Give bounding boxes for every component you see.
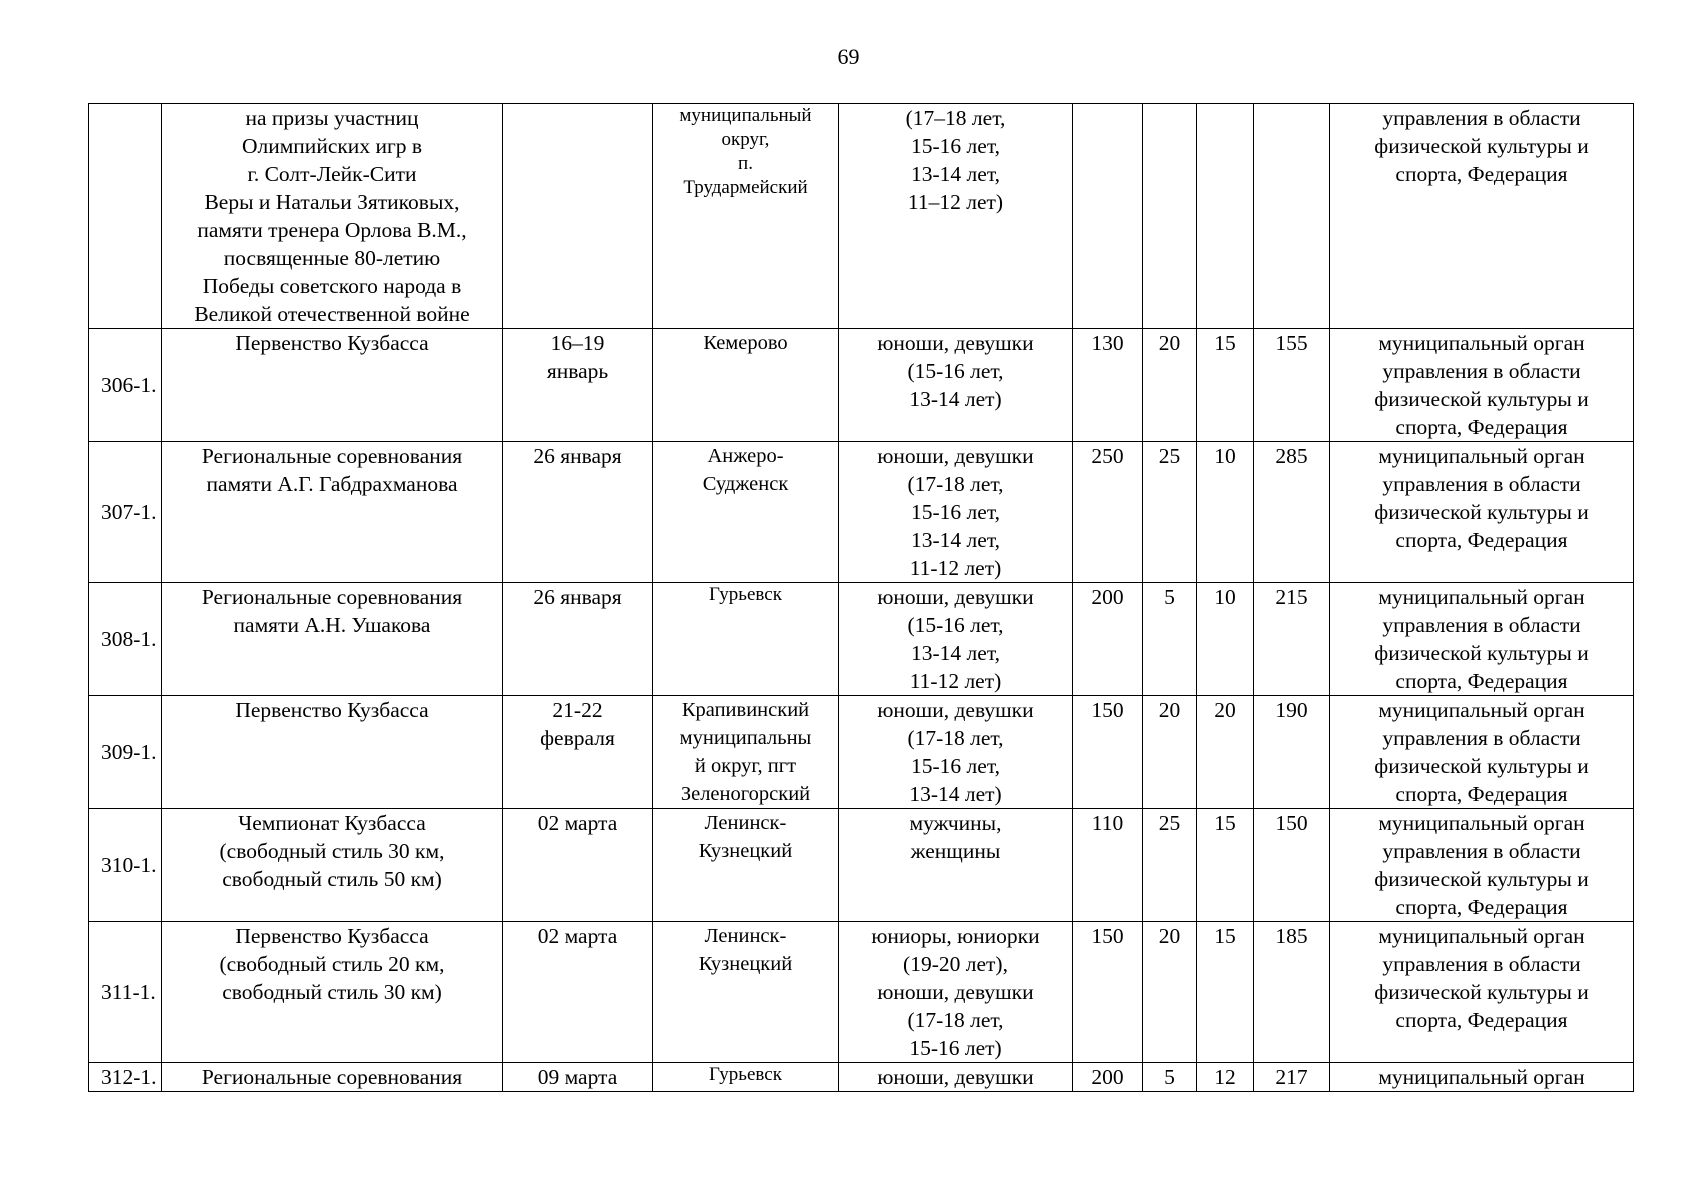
event-participants: мужчины, женщины <box>839 809 1073 922</box>
event-location: Анжеро- Судженск <box>653 442 839 583</box>
event-date: 02 марта <box>503 809 653 922</box>
event-participants: юноши, девушки (15-16 лет, 13-14 лет) <box>839 329 1073 442</box>
event-name: Региональные соревнования <box>162 1063 503 1092</box>
event-date: 16–19 январь <box>503 329 653 442</box>
count-1: 250 <box>1073 442 1143 583</box>
event-location: Ленинск- Кузнецкий <box>653 922 839 1063</box>
count-total: 155 <box>1254 329 1330 442</box>
event-organizer: муниципальный орган <box>1330 1063 1634 1092</box>
event-name: Первенство Кузбасса (свободный стиль 20 км, свободный стиль 30 км) <box>162 922 503 1063</box>
row-number: 309-1. <box>89 696 162 809</box>
event-participants: юноши, девушки (17-18 лет, 15-16 лет, 13-14 лет) <box>839 696 1073 809</box>
event-date <box>503 104 653 329</box>
count-3: 15 <box>1197 329 1254 442</box>
event-participants: юноши, девушки <box>839 1063 1073 1092</box>
event-location: Крапивинский муниципальны й округ, пгт Зеленогорский <box>653 696 839 809</box>
event-date: 09 марта <box>503 1063 653 1092</box>
event-participants: юноши, девушки (17-18 лет, 15-16 лет, 13-14 лет, 11-12 лет) <box>839 442 1073 583</box>
event-organizer: муниципальный орган управления в области физической культуры и спорта, Федерация <box>1330 809 1634 922</box>
count-3: 10 <box>1197 583 1254 696</box>
event-date: 26 января <box>503 583 653 696</box>
page-number: 69 <box>837 44 860 69</box>
count-total: 190 <box>1254 696 1330 809</box>
count-total <box>1254 104 1330 329</box>
count-2 <box>1143 104 1197 329</box>
count-3: 15 <box>1197 922 1254 1063</box>
event-location: Ленинск- Кузнецкий <box>653 809 839 922</box>
event-organizer: муниципальный орган управления в области физической культуры и спорта, Федерация <box>1330 329 1634 442</box>
event-organizer: муниципальный орган управления в области физической культуры и спорта, Федерация <box>1330 442 1634 583</box>
row-number: 311-1. <box>89 922 162 1063</box>
count-1: 130 <box>1073 329 1143 442</box>
count-3: 12 <box>1197 1063 1254 1092</box>
event-date: 26 января <box>503 442 653 583</box>
event-organizer: управления в области физической культуры и спорта, Федерация <box>1330 104 1634 329</box>
event-date: 21-22 февраля <box>503 696 653 809</box>
event-organizer: муниципальный орган управления в области физической культуры и спорта, Федерация <box>1330 583 1634 696</box>
event-location: Гурьевск <box>653 1063 839 1092</box>
event-participants: юноши, девушки (15-16 лет, 13-14 лет, 11-12 лет) <box>839 583 1073 696</box>
event-name: на призы участниц Олимпийских игр в г. Солт-Лейк-Сити Веры и Натальи Зятиковых, памяти тренера Орлова В.М., посвященные 80-летию Победы советского народа в Великой отечественной войне <box>162 104 503 329</box>
count-total: 185 <box>1254 922 1330 1063</box>
event-name: Чемпионат Кузбасса (свободный стиль 30 км, свободный стиль 50 км) <box>162 809 503 922</box>
events-table <box>88 103 1634 1092</box>
event-organizer: муниципальный орган управления в области физической культуры и спорта, Федерация <box>1330 922 1634 1063</box>
event-name: Региональные соревнования памяти А.Н. Ушакова <box>162 583 503 696</box>
row-number: 310-1. <box>89 809 162 922</box>
count-total: 285 <box>1254 442 1330 583</box>
table-row <box>89 442 1634 583</box>
event-participants: (17–18 лет, 15-16 лет, 13-14 лет, 11–12 лет) <box>839 104 1073 329</box>
count-total: 215 <box>1254 583 1330 696</box>
row-number: 308-1. <box>89 583 162 696</box>
row-number: 307-1. <box>89 442 162 583</box>
count-1: 150 <box>1073 922 1143 1063</box>
table-row <box>89 583 1634 696</box>
count-3: 10 <box>1197 442 1254 583</box>
event-location: Кемерово <box>653 329 839 442</box>
event-name: Первенство Кузбасса <box>162 696 503 809</box>
event-organizer: муниципальный орган управления в области физической культуры и спорта, Федерация <box>1330 696 1634 809</box>
event-location: муниципальный округ, п. Трудармейский <box>653 104 839 329</box>
table-row <box>89 809 1634 922</box>
count-2: 25 <box>1143 442 1197 583</box>
row-number: 306-1. <box>89 329 162 442</box>
count-2: 5 <box>1143 583 1197 696</box>
count-1: 200 <box>1073 1063 1143 1092</box>
count-2: 25 <box>1143 809 1197 922</box>
count-1: 200 <box>1073 583 1143 696</box>
count-2: 20 <box>1143 329 1197 442</box>
table-row <box>89 329 1634 442</box>
event-name: Региональные соревнования памяти А.Г. Габдрахманова <box>162 442 503 583</box>
count-2: 20 <box>1143 696 1197 809</box>
count-3: 15 <box>1197 809 1254 922</box>
event-participants: юниоры, юниорки (19-20 лет), юноши, девушки (17-18 лет, 15-16 лет) <box>839 922 1073 1063</box>
row-number <box>89 104 162 329</box>
count-2: 5 <box>1143 1063 1197 1092</box>
count-3: 20 <box>1197 696 1254 809</box>
count-1 <box>1073 104 1143 329</box>
count-total: 150 <box>1254 809 1330 922</box>
row-number: 312-1. <box>89 1063 162 1092</box>
table-row <box>89 104 1634 329</box>
count-1: 110 <box>1073 809 1143 922</box>
count-1: 150 <box>1073 696 1143 809</box>
table-row <box>89 696 1634 809</box>
table-row <box>89 1063 1634 1092</box>
event-date: 02 марта <box>503 922 653 1063</box>
count-total: 217 <box>1254 1063 1330 1092</box>
event-location: Гурьевск <box>653 583 839 696</box>
table-row <box>89 922 1634 1063</box>
count-2: 20 <box>1143 922 1197 1063</box>
event-name: Первенство Кузбасса <box>162 329 503 442</box>
count-3 <box>1197 104 1254 329</box>
